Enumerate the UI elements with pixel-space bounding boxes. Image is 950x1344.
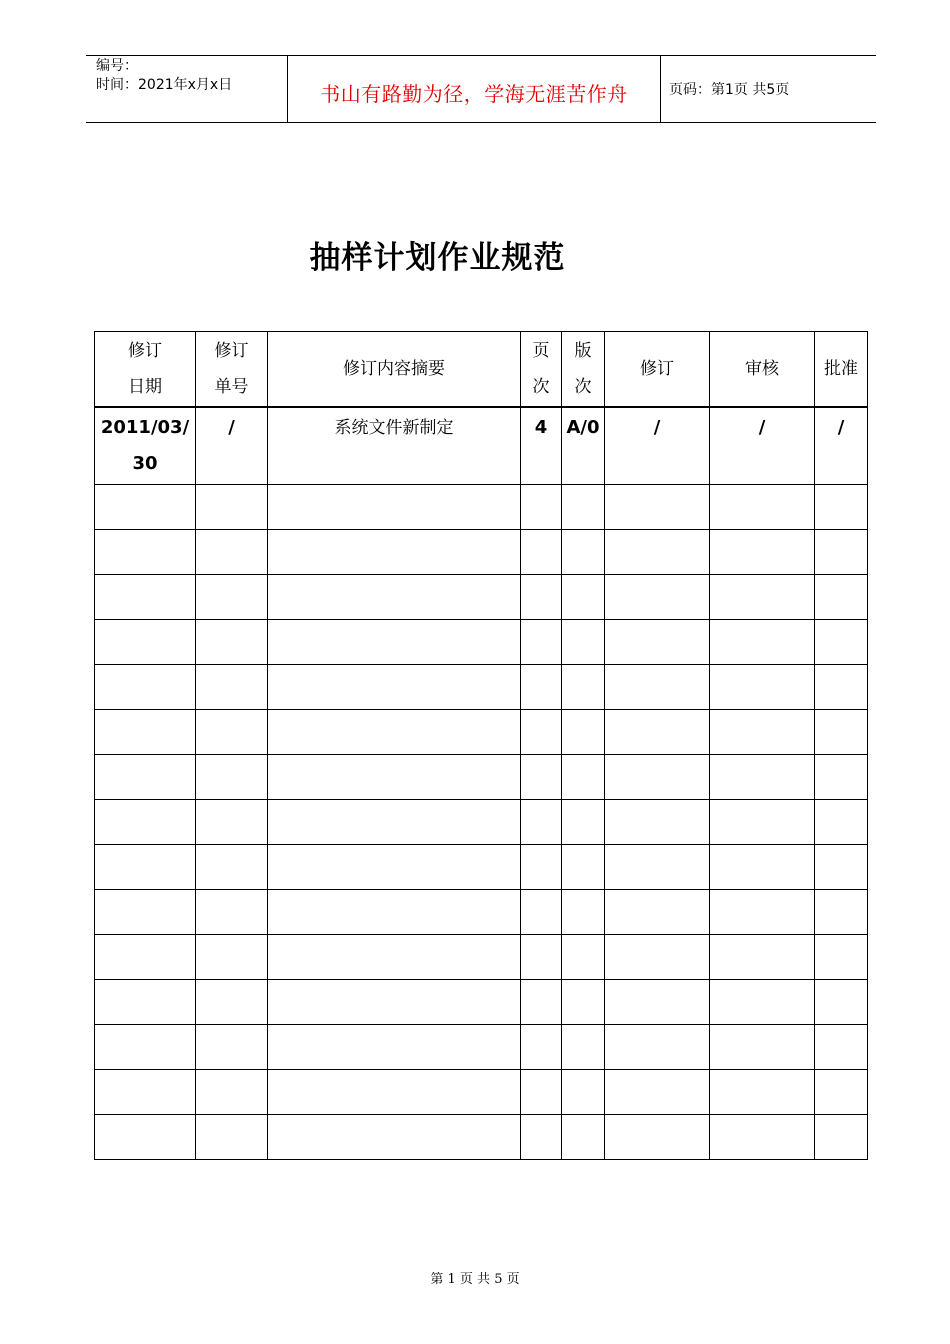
empty-cell bbox=[521, 1025, 562, 1070]
empty-cell bbox=[268, 1070, 521, 1115]
empty-cell bbox=[521, 485, 562, 530]
table-row bbox=[95, 845, 868, 890]
empty-cell bbox=[268, 755, 521, 800]
empty-cell bbox=[196, 935, 268, 980]
empty-cell bbox=[710, 485, 815, 530]
table-row bbox=[95, 1070, 868, 1115]
cell-summary: 系统文件新制定 bbox=[268, 407, 521, 485]
header-motto: 书山有路勤为径，学海无涯苦作舟 bbox=[320, 82, 628, 106]
table-row bbox=[95, 407, 868, 485]
empty-cell bbox=[521, 710, 562, 755]
empty-cell bbox=[562, 1115, 605, 1160]
empty-cell bbox=[562, 1025, 605, 1070]
empty-cell bbox=[815, 845, 868, 890]
empty-cell bbox=[562, 755, 605, 800]
empty-cell bbox=[815, 935, 868, 980]
empty-cell bbox=[196, 755, 268, 800]
empty-cell bbox=[815, 710, 868, 755]
empty-cell bbox=[710, 1025, 815, 1070]
table-row bbox=[95, 530, 868, 575]
header-reviewed-by: 审核 bbox=[710, 332, 815, 408]
table-row bbox=[95, 710, 868, 755]
empty-cell bbox=[562, 710, 605, 755]
empty-cell bbox=[562, 620, 605, 665]
empty-cell bbox=[196, 1115, 268, 1160]
table-row bbox=[95, 620, 868, 665]
empty-cell bbox=[710, 530, 815, 575]
empty-cell bbox=[268, 980, 521, 1025]
table-row bbox=[95, 1025, 868, 1070]
empty-cell bbox=[196, 800, 268, 845]
empty-cell bbox=[605, 665, 710, 710]
empty-cell bbox=[562, 1070, 605, 1115]
empty-cell bbox=[95, 665, 196, 710]
empty-cell bbox=[815, 575, 868, 620]
empty-cell bbox=[95, 1115, 196, 1160]
empty-cell bbox=[605, 1070, 710, 1115]
empty-cell bbox=[815, 800, 868, 845]
empty-cell bbox=[605, 890, 710, 935]
empty-cell bbox=[268, 530, 521, 575]
empty-cell bbox=[95, 530, 196, 575]
empty-cell bbox=[268, 800, 521, 845]
empty-cell bbox=[710, 890, 815, 935]
empty-cell bbox=[605, 1025, 710, 1070]
empty-cell bbox=[196, 620, 268, 665]
empty-cell bbox=[605, 530, 710, 575]
empty-cell bbox=[268, 845, 521, 890]
header-divider-right bbox=[660, 55, 661, 123]
empty-cell bbox=[95, 800, 196, 845]
empty-cell bbox=[196, 980, 268, 1025]
header-meta bbox=[96, 57, 232, 95]
empty-cell bbox=[196, 1070, 268, 1115]
empty-cell bbox=[95, 845, 196, 890]
empty-cell bbox=[268, 890, 521, 935]
empty-cell bbox=[95, 575, 196, 620]
empty-cell bbox=[521, 755, 562, 800]
table-row bbox=[95, 980, 868, 1025]
empty-cell bbox=[710, 935, 815, 980]
table-row bbox=[95, 485, 868, 530]
empty-cell bbox=[521, 575, 562, 620]
page-footer: 第 1 页 共 5 页 bbox=[430, 1272, 520, 1287]
empty-cell bbox=[710, 800, 815, 845]
empty-cell bbox=[268, 1115, 521, 1160]
empty-cell bbox=[815, 1025, 868, 1070]
table-row bbox=[95, 935, 868, 980]
empty-cell bbox=[196, 710, 268, 755]
empty-cell bbox=[521, 1115, 562, 1160]
empty-cell bbox=[521, 620, 562, 665]
empty-cell bbox=[815, 1115, 868, 1160]
document-title: 抽样计划作业规范 bbox=[309, 240, 566, 276]
empty-cell bbox=[521, 845, 562, 890]
empty-cell bbox=[815, 1070, 868, 1115]
empty-cell bbox=[605, 620, 710, 665]
header-approved-by: 批准 bbox=[815, 332, 868, 408]
empty-cell bbox=[95, 935, 196, 980]
table-row bbox=[95, 575, 868, 620]
empty-cell bbox=[268, 1025, 521, 1070]
document-number-label: 编号： bbox=[96, 58, 138, 74]
header-version: 版 次 bbox=[562, 332, 605, 408]
empty-cell bbox=[196, 485, 268, 530]
empty-cell bbox=[710, 620, 815, 665]
empty-cell bbox=[605, 935, 710, 980]
empty-rows-group bbox=[95, 485, 868, 1160]
empty-cell bbox=[95, 485, 196, 530]
empty-cell bbox=[815, 980, 868, 1025]
empty-cell bbox=[196, 530, 268, 575]
empty-cell bbox=[196, 575, 268, 620]
empty-cell bbox=[815, 665, 868, 710]
empty-cell bbox=[815, 620, 868, 665]
empty-cell bbox=[605, 1115, 710, 1160]
empty-cell bbox=[521, 800, 562, 845]
empty-cell bbox=[710, 665, 815, 710]
empty-cell bbox=[268, 620, 521, 665]
empty-cell bbox=[710, 1070, 815, 1115]
empty-cell bbox=[95, 710, 196, 755]
empty-cell bbox=[815, 890, 868, 935]
cell-order-no: / bbox=[196, 407, 268, 485]
empty-cell bbox=[521, 890, 562, 935]
header-revised-by: 修订 bbox=[605, 332, 710, 408]
empty-cell bbox=[521, 935, 562, 980]
header-page-info: 页码：第1页 共5页 bbox=[669, 82, 790, 98]
empty-cell bbox=[268, 665, 521, 710]
empty-cell bbox=[605, 755, 710, 800]
empty-cell bbox=[605, 485, 710, 530]
empty-cell bbox=[521, 665, 562, 710]
table-row bbox=[95, 1115, 868, 1160]
empty-cell bbox=[710, 575, 815, 620]
header-top-rule bbox=[86, 55, 876, 56]
empty-cell bbox=[605, 980, 710, 1025]
empty-cell bbox=[562, 665, 605, 710]
cell-reviewed-by: / bbox=[710, 407, 815, 485]
header-bottom-rule bbox=[86, 122, 876, 123]
empty-cell bbox=[196, 890, 268, 935]
empty-cell bbox=[521, 980, 562, 1025]
empty-cell bbox=[562, 575, 605, 620]
empty-cell bbox=[562, 485, 605, 530]
empty-cell bbox=[562, 530, 605, 575]
empty-cell bbox=[95, 1025, 196, 1070]
empty-cell bbox=[562, 890, 605, 935]
empty-cell bbox=[710, 710, 815, 755]
header-revision-date: 修订 日期 bbox=[95, 332, 196, 408]
table-row bbox=[95, 800, 868, 845]
empty-cell bbox=[815, 485, 868, 530]
header-revision-order-no: 修订 单号 bbox=[196, 332, 268, 408]
cell-version: A/0 bbox=[562, 407, 605, 485]
empty-cell bbox=[605, 845, 710, 890]
cell-revised-by: / bbox=[605, 407, 710, 485]
cell-approved-by: / bbox=[815, 407, 868, 485]
empty-cell bbox=[605, 710, 710, 755]
empty-cell bbox=[562, 845, 605, 890]
table-row bbox=[95, 890, 868, 935]
revision-table bbox=[94, 331, 868, 1160]
empty-cell bbox=[605, 800, 710, 845]
empty-cell bbox=[196, 845, 268, 890]
header-revision-summary: 修订内容摘要 bbox=[268, 332, 521, 408]
empty-cell bbox=[710, 980, 815, 1025]
empty-cell bbox=[95, 980, 196, 1025]
empty-cell bbox=[196, 1025, 268, 1070]
empty-cell bbox=[95, 890, 196, 935]
empty-cell bbox=[815, 755, 868, 800]
empty-cell bbox=[605, 575, 710, 620]
table-row bbox=[95, 665, 868, 710]
empty-cell bbox=[710, 755, 815, 800]
empty-cell bbox=[95, 1070, 196, 1115]
empty-cell bbox=[521, 530, 562, 575]
table-row bbox=[95, 755, 868, 800]
document-time-label: 时间：2021年x月x日 bbox=[96, 77, 233, 93]
empty-cell bbox=[710, 1115, 815, 1160]
cell-revision-date: 2011/03/ 30 bbox=[95, 407, 196, 485]
empty-cell bbox=[815, 530, 868, 575]
empty-cell bbox=[268, 485, 521, 530]
empty-cell bbox=[268, 575, 521, 620]
empty-cell bbox=[268, 710, 521, 755]
empty-cell bbox=[562, 935, 605, 980]
empty-cell bbox=[95, 755, 196, 800]
empty-cell bbox=[95, 620, 196, 665]
header-pages: 页 次 bbox=[521, 332, 562, 408]
cell-pages: 4 bbox=[521, 407, 562, 485]
empty-cell bbox=[196, 665, 268, 710]
empty-cell bbox=[268, 935, 521, 980]
empty-cell bbox=[521, 1070, 562, 1115]
table-header-row bbox=[95, 332, 868, 408]
empty-cell bbox=[710, 845, 815, 890]
empty-cell bbox=[562, 980, 605, 1025]
empty-cell bbox=[562, 800, 605, 845]
